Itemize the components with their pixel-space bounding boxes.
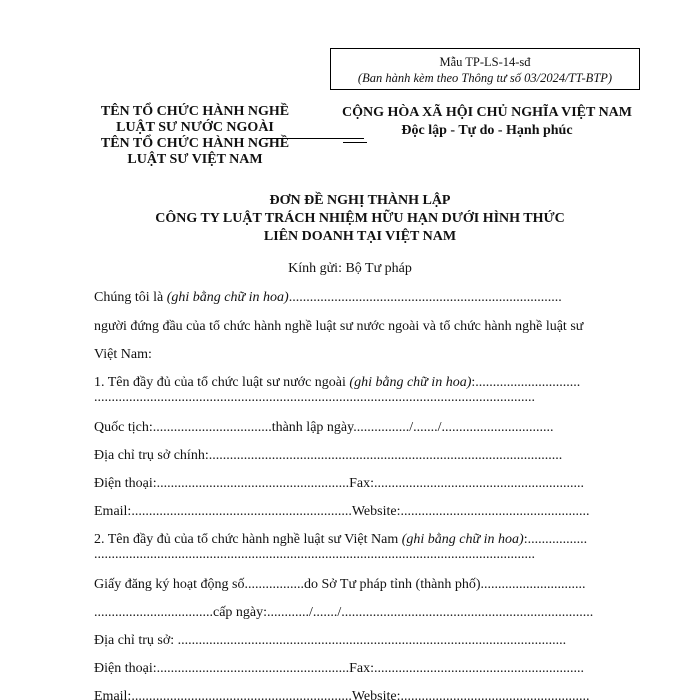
section1-address: Địa chỉ trụ sở chính:..................................................................................................... — [94, 448, 563, 463]
org-foreign-line1: TÊN TỔ CHỨC HÀNH NGHỀ — [100, 104, 290, 119]
org-vn-line1: TÊN TỔ CHỨC HÀNH NGHỀ — [100, 136, 290, 151]
recipient-line: Kính gửi: Bộ Tư pháp — [288, 261, 412, 276]
motto-underline — [343, 142, 367, 143]
title-line1: ĐƠN ĐỀ NGHỊ THÀNH LẬP — [269, 193, 451, 208]
org-foreign-line2: LUẬT SƯ NƯỚC NGOÀI — [116, 120, 274, 135]
section2-email-website: Email:...............................................................Website:...................................................... — [94, 689, 590, 700]
intro-line-2: người đứng đầu của tổ chức hành nghề luật sư nước ngoài và tổ chức hành nghề luật sư — [94, 319, 584, 334]
section1-line-2: .............................................................................................................................. — [94, 390, 535, 405]
nation-motto: Độc lập - Tự do - Hạnh phúc — [401, 123, 573, 138]
section1-hint: (ghi bằng chữ in hoa) — [349, 375, 472, 390]
section1-phone-fax: Điện thoại:.......................................................Fax:............................................................ — [94, 476, 584, 491]
section2-issue-date: ..................................cấp ngày:............/......./........................................................................ — [94, 605, 594, 620]
form-code: Mẫu TP-LS-14-sđ — [439, 55, 531, 69]
intro-prefix: Chúng tôi là — [94, 290, 167, 305]
section1-title — [94, 375, 634, 391]
section2-registration: Giấy đăng ký hoạt động số.................do Sở Tư pháp tỉnh (thành phố).............................. — [94, 577, 586, 592]
section2-hint: (ghi bằng chữ in hoa) — [401, 532, 524, 547]
section2-address: Địa chỉ trụ sở: ............................................................................................................... — [94, 633, 567, 648]
section2-title — [94, 532, 634, 548]
section2-line-2: .............................................................................................................................. — [94, 547, 535, 562]
document-title — [80, 192, 640, 246]
section1-email-website: Email:...............................................................Website:...................................................... — [94, 504, 590, 519]
intro-line-3: Việt Nam: — [94, 347, 152, 362]
title-line3: LIÊN DOANH TẠI VIỆT NAM — [263, 229, 457, 244]
intro-line-1 — [94, 290, 634, 306]
intro-dots: .............................................................................. — [288, 290, 562, 305]
section1-dots: :.............................. — [471, 375, 581, 390]
title-line2: CÔNG TY LUẬT TRÁCH NHIỆM HỮU HẠN DƯỚI HÌNH THỨC — [155, 211, 565, 226]
intro-hint: (ghi bằng chữ in hoa) — [166, 290, 289, 305]
section2-prefix: 2. Tên đầy đủ của tổ chức hành nghề luật sư Việt Nam — [94, 532, 402, 547]
section2-dots: :................. — [523, 532, 588, 547]
form-code-box — [330, 48, 640, 90]
form-code-note: (Ban hành kèm theo Thông tư số 03/2024/TT-BTP) — [357, 71, 613, 85]
section1-prefix: 1. Tên đầy đủ của tổ chức luật sư nước ngoài — [94, 375, 350, 390]
nation-name: CỘNG HÒA XÃ HỘI CHỦ NGHĨA VIỆT NAM — [341, 105, 632, 120]
org-vn-line2: LUẬT SƯ VIỆT NAM — [127, 152, 263, 167]
organization-names — [80, 104, 310, 168]
section1-nationality: Quốc tịch:..................................thành lập ngày................/......./................................ — [94, 420, 554, 435]
section2-phone-fax: Điện thoại:.......................................................Fax:............................................................ — [94, 661, 584, 676]
national-header — [322, 104, 652, 140]
